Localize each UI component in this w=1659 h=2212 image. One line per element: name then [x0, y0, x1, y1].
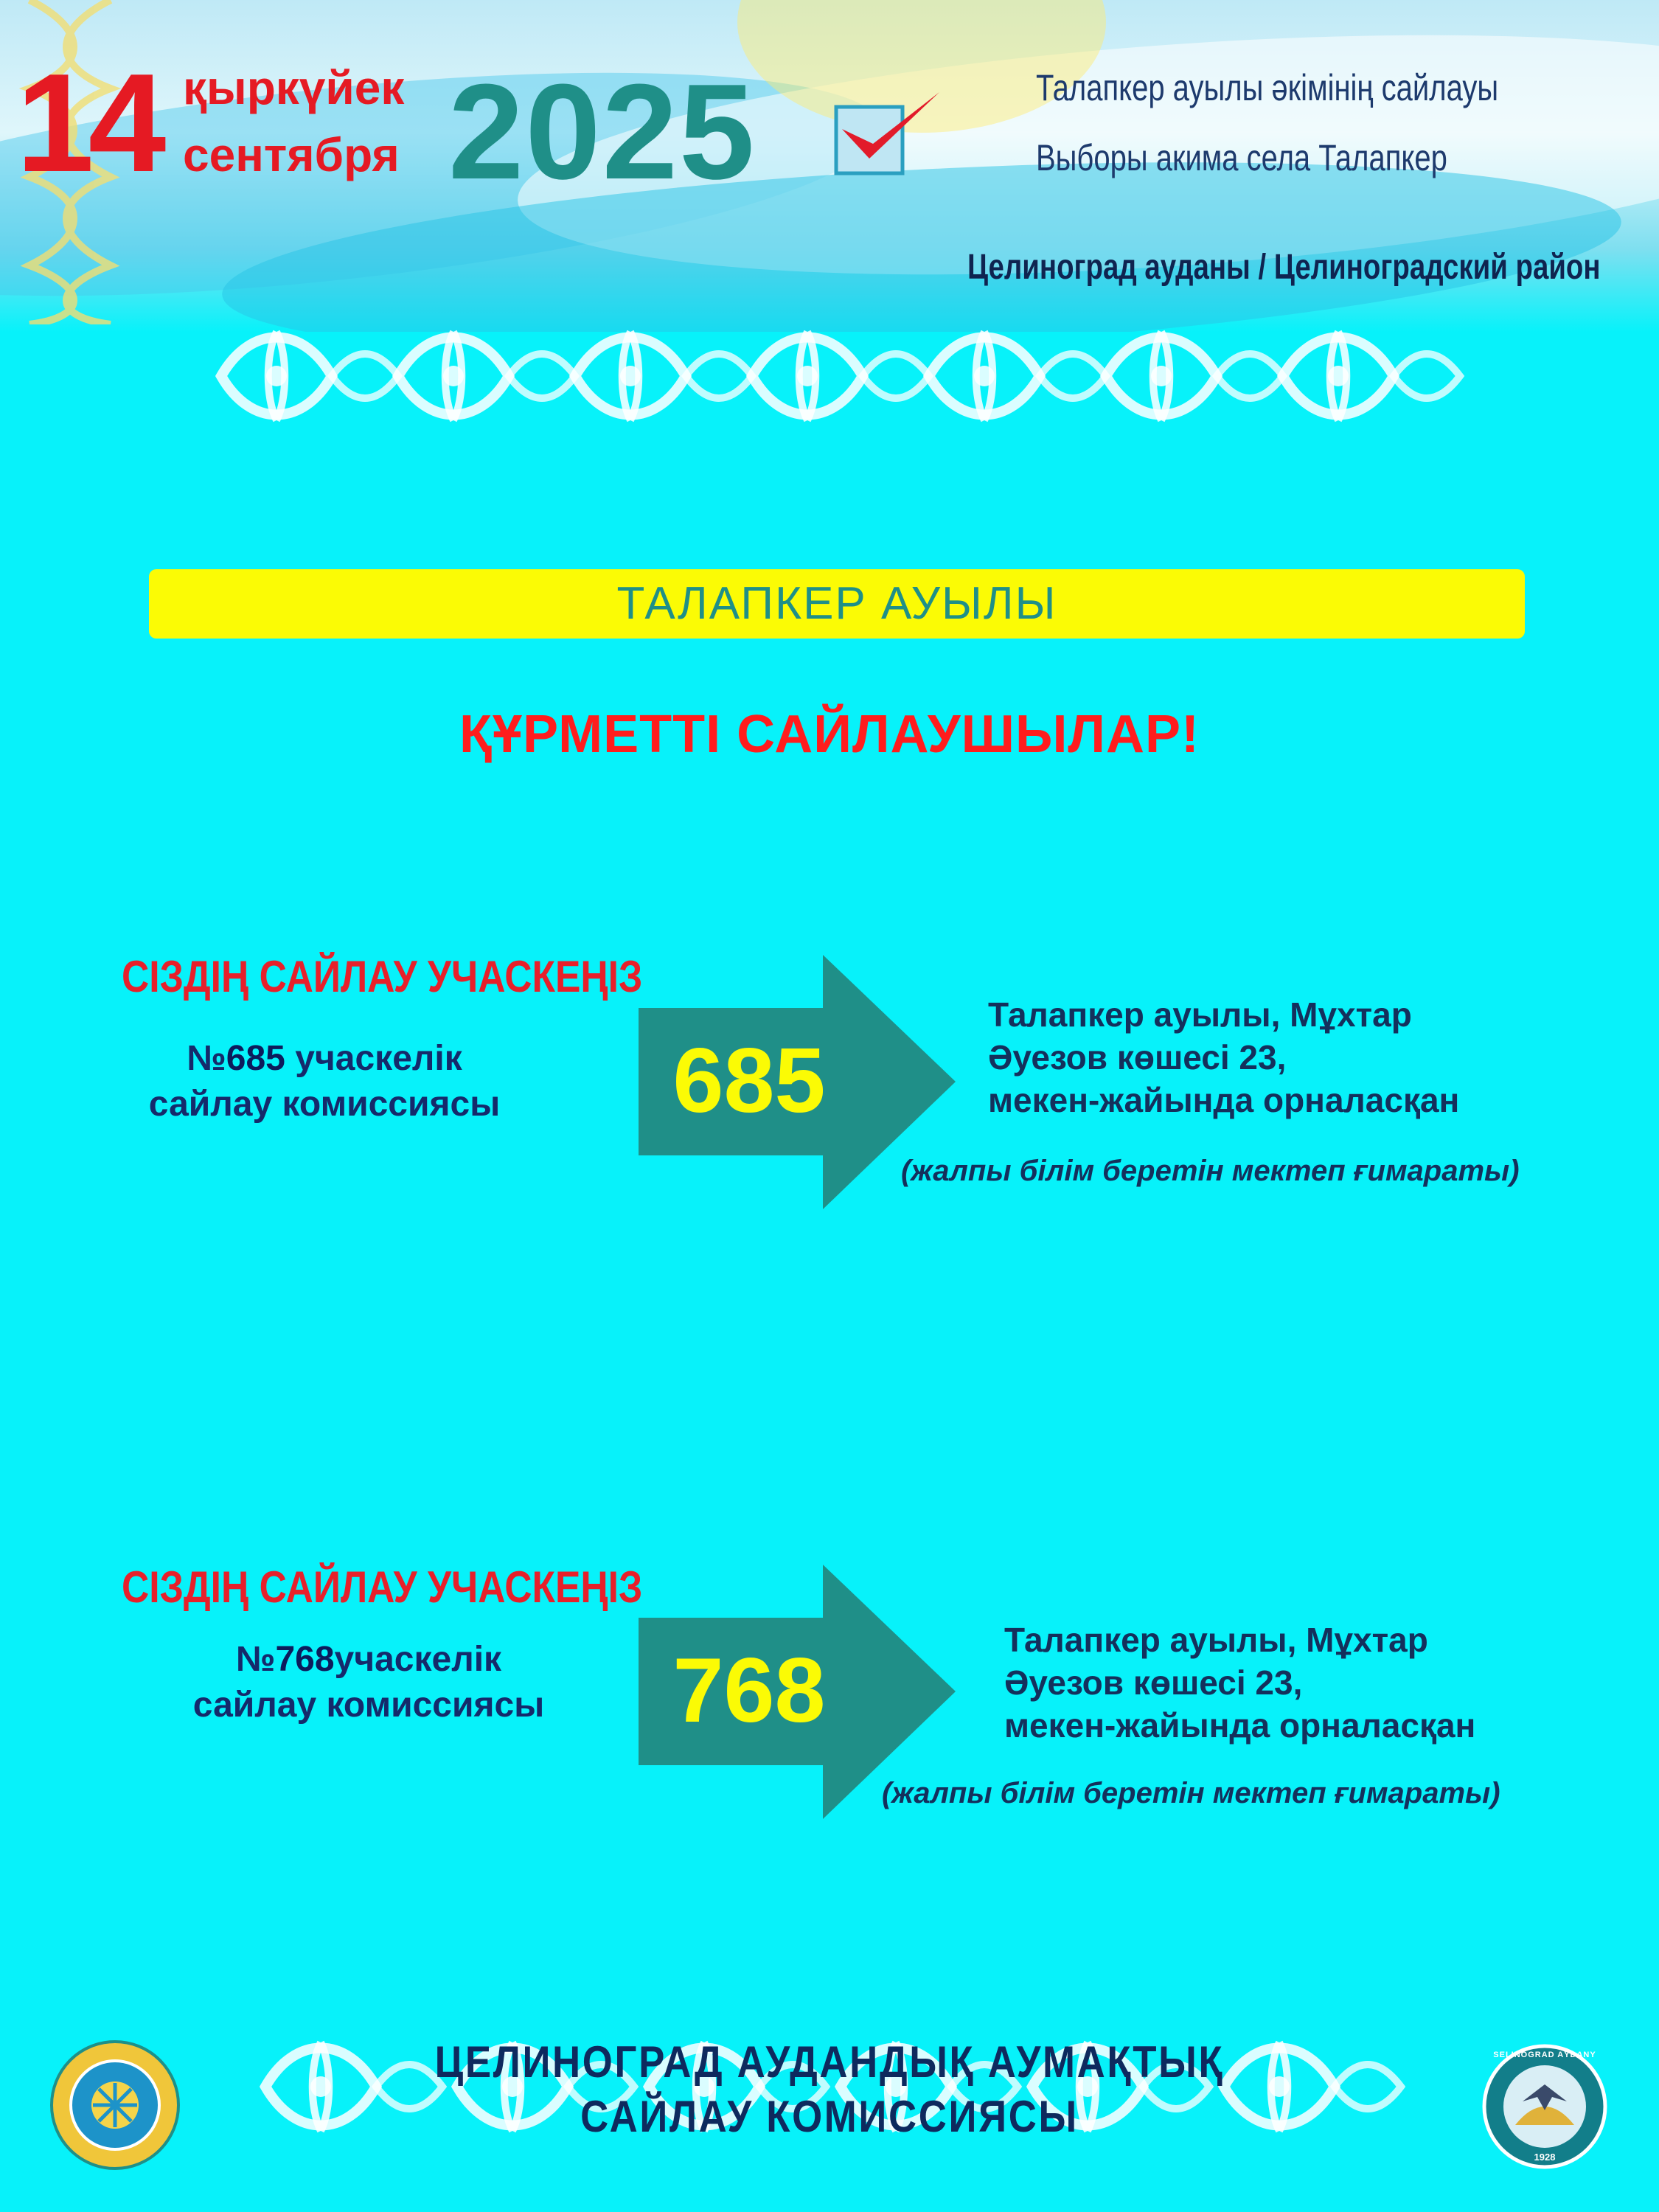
- election-title-ru: Выборы акима села Талапкер: [1036, 137, 1447, 178]
- district-emblem-name: SELINOGRAD AÝDANY: [1493, 2051, 1596, 2059]
- commission-number: 685: [226, 1039, 285, 1078]
- date-day: 14: [16, 45, 161, 201]
- footer-line-2: САЙЛАУ КОМИССИЯСЫ: [580, 2092, 1079, 2141]
- arrow-precinct-number: 768: [672, 1640, 826, 1742]
- commission-label: [111, 1036, 538, 1127]
- precinct-address: [1004, 1618, 1475, 1747]
- footer-commission-title: [372, 2035, 1287, 2144]
- district-eagle-emblem-icon: [1482, 2044, 1607, 2169]
- commission-label: [147, 1637, 590, 1728]
- commission-number: 768: [275, 1640, 335, 1679]
- greeting-heading: ҚҰРМЕТТІ САЙЛАУШЫЛАР!: [459, 705, 1200, 764]
- address-line-1: Талапкер ауылы, Мұхтар: [988, 995, 1412, 1034]
- date-year: 2025: [448, 55, 757, 207]
- address-line-2: Әуезов көшесі 23,: [1004, 1663, 1303, 1702]
- district-emblem: [1482, 2044, 1607, 2169]
- precinct-title: СІЗДІҢ САЙЛАУ УЧАСКЕҢІЗ: [122, 952, 643, 1001]
- district-name: Целиноград ауданы / Целиноградский район: [967, 248, 1601, 287]
- commission-number-suffix: учаскелік: [334, 1640, 502, 1679]
- top-ornament-band: [0, 302, 1659, 450]
- date-month-kz: қыркүйек: [183, 61, 405, 114]
- address-line-3: мекен-жайында орналасқан: [988, 1081, 1460, 1119]
- precinct-title: СІЗДІҢ САЙЛАУ УЧАСКЕҢІЗ: [122, 1562, 643, 1612]
- commission-line2: сайлау комиссиясы: [192, 1686, 545, 1725]
- precinct-address: [988, 993, 1459, 1121]
- building-note: (жалпы білім беретін мектеп ғимараты): [901, 1155, 1520, 1187]
- commission-number-prefix: №: [187, 1039, 226, 1078]
- central-election-commission-emblem-icon: [49, 2039, 181, 2171]
- date-month-ru: сентября: [183, 128, 400, 181]
- building-note: (жалпы білім беретін мектеп ғимараты): [882, 1777, 1500, 1809]
- ballot-checkmark-icon: [829, 85, 947, 184]
- footer-line-1: ЦЕЛИНОГРАД АУДАНДЫҚ АУМАҚТЫҚ: [434, 2037, 1225, 2087]
- address-line-1: Талапкер ауылы, Мұхтар: [1004, 1621, 1428, 1659]
- election-title-kz: Талапкер ауылы әкімінің сайлауы: [1036, 67, 1499, 108]
- commission-number-prefix: №: [235, 1640, 276, 1679]
- village-name-bar: ТАЛАПКЕР АУЫЛЫ: [149, 569, 1525, 639]
- address-line-2: Әуезов көшесі 23,: [988, 1038, 1287, 1077]
- address-line-3: мекен-жайында орналасқан: [1004, 1706, 1476, 1745]
- commission-number-suffix: учаскелік: [285, 1039, 462, 1078]
- arrow-precinct-number: 685: [672, 1030, 826, 1132]
- district-emblem-year: 1928: [1534, 2152, 1556, 2163]
- commission-line2: сайлау комиссиясы: [148, 1085, 501, 1124]
